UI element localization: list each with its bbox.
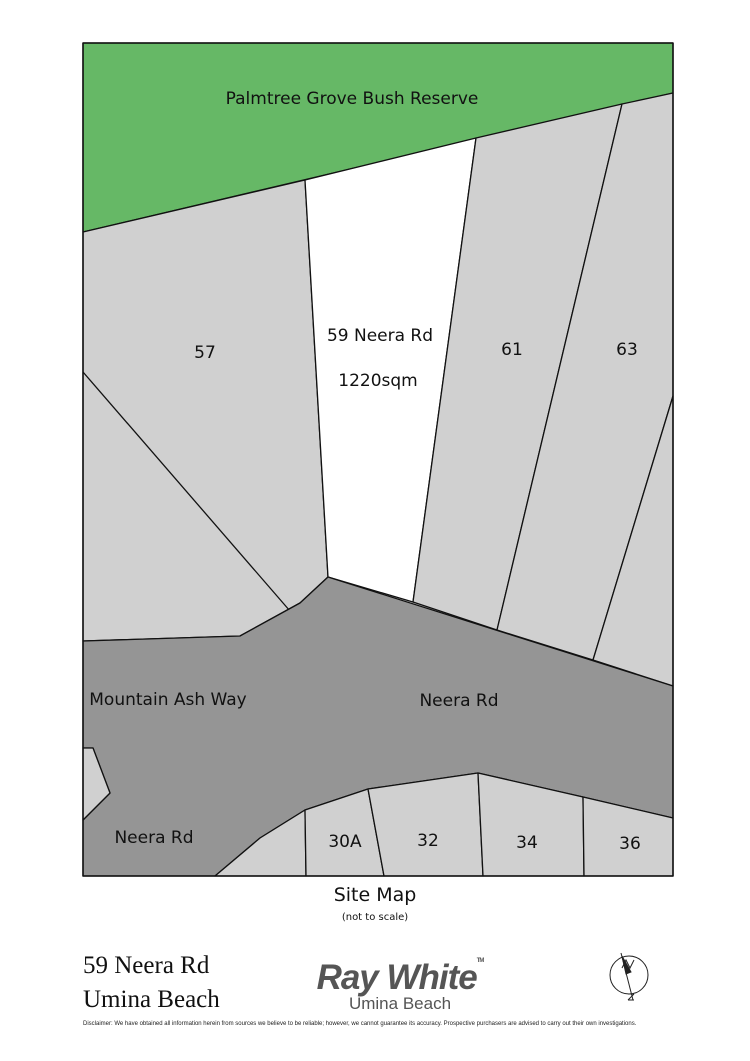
lot-32-area[interactable] <box>368 773 483 876</box>
reserve-label: Palmtree Grove Bush Reserve <box>225 89 479 109</box>
brand-office: Umina Beach <box>348 994 452 1013</box>
subject-address-label: 59 Neera Rd <box>326 326 434 346</box>
brand-name: Ray White <box>316 958 477 997</box>
lot-63-label: 63 <box>616 340 638 360</box>
disclaimer-text: Disclaimer: We have obtained all information herein from sources we believe to be reliable; however, we cannot guarantee its accuracy. Prospective purchasers are advised to carry out their own investigations. <box>83 1021 637 1027</box>
lot-30a-label: 30A <box>328 832 362 852</box>
lot-36-label: 36 <box>619 834 641 854</box>
lot-57-label: 57 <box>194 343 216 363</box>
road-neera-rd-lower-label: Neera Rd <box>114 828 194 848</box>
footer-address-suburb: Umina Beach <box>83 986 220 1013</box>
footer-address-street: 59 Neera Rd <box>83 952 210 979</box>
north-arrow-icon <box>604 950 654 1006</box>
map-caption-subtitle: (not to scale) <box>341 912 409 923</box>
subject-area-label: 1220sqm <box>338 371 418 391</box>
brand-trademark: TM <box>476 958 484 964</box>
map-caption-title: Site Map <box>333 884 417 906</box>
lot-61-label: 61 <box>501 340 523 360</box>
lot-57-area[interactable] <box>83 180 328 641</box>
road-neera-rd-label: Neera Rd <box>419 691 499 711</box>
lot-32-label: 32 <box>417 831 439 851</box>
brand-logo <box>300 958 500 998</box>
lot-34-label: 34 <box>516 833 538 853</box>
road-mountain-ash-way-label: Mountain Ash Way <box>89 690 247 710</box>
